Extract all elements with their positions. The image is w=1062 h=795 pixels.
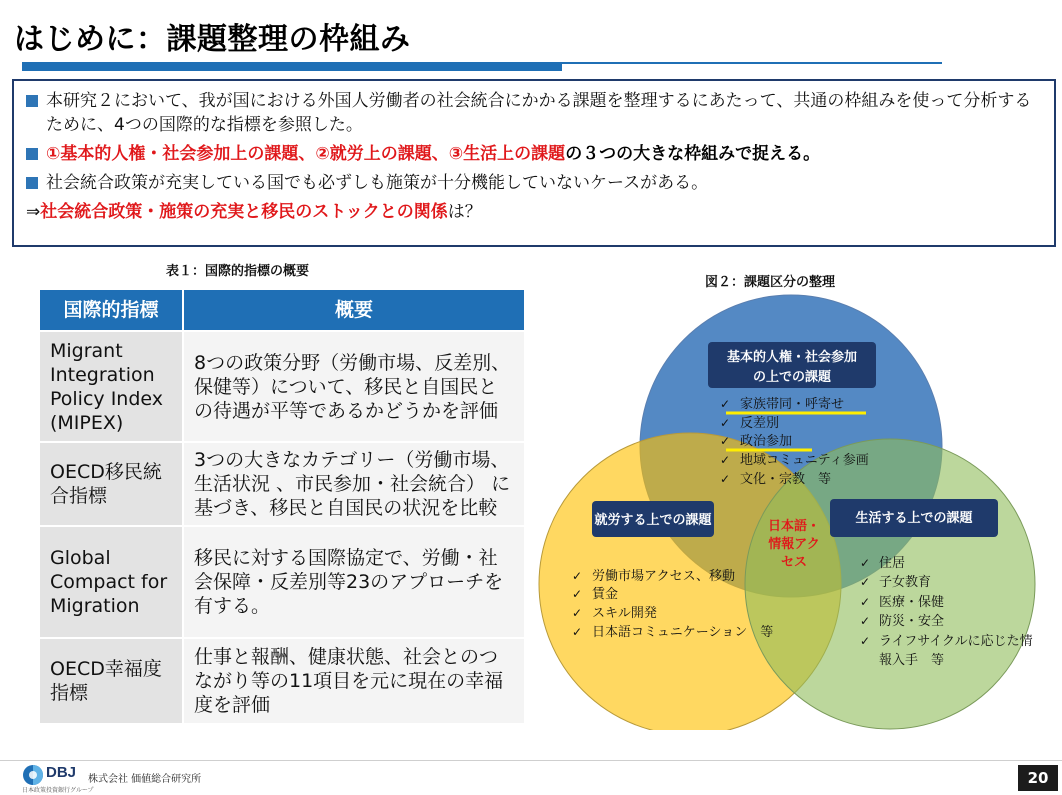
company-name: 株式会社 価値総合研究所 bbox=[88, 774, 202, 785]
table-row bbox=[39, 638, 525, 724]
indicator-desc: 3つの大きなカテゴリー（労働市場、生活状況 、市民参加・社会統合） に基づき、移民と自国民の状況を比較 bbox=[183, 442, 525, 526]
table-header-indicator: 国際的指標 bbox=[39, 289, 183, 331]
work-item: 日本語コミュニケーション 等 bbox=[592, 625, 774, 640]
title-underline-bar bbox=[22, 62, 562, 71]
rights-item: 家族帯同・呼寄せ bbox=[740, 397, 845, 412]
check-icon: ✓ bbox=[860, 595, 871, 609]
table-header-row bbox=[39, 289, 525, 331]
summary-conclusion: ⇒社会統合政策・施策の充実と移民のストックとの関係は？ bbox=[26, 202, 482, 222]
work-item: 賃金 bbox=[592, 587, 619, 602]
check-icon: ✓ bbox=[572, 606, 583, 620]
check-icon: ✓ bbox=[860, 556, 871, 570]
table-row bbox=[39, 526, 525, 638]
check-icon: ✓ bbox=[720, 416, 731, 430]
work-item: 労働市場アクセス、移動 bbox=[592, 569, 736, 584]
check-icon: ✓ bbox=[572, 587, 583, 601]
check-icon: ✓ bbox=[860, 634, 871, 648]
title-underline-thin bbox=[562, 62, 942, 64]
summary-bullet-1: 本研究２において、我が国における外国人労働者の社会統合にかかる課題を整理するにあたって、共通の枠組みを使って分析するために、4つの国際的な指標を参照した。 bbox=[26, 89, 1042, 137]
center-label: 情報アク bbox=[768, 537, 820, 552]
life-item: ライフサイクルに応じた情 bbox=[879, 634, 1033, 649]
bullet-square-icon bbox=[26, 95, 38, 107]
table-header-summary: 概要 bbox=[183, 289, 525, 331]
indicator-name: Migrant Integration Policy Index (MIPEX) bbox=[39, 331, 183, 442]
bullet-square-icon bbox=[26, 148, 38, 160]
page-number: 20 bbox=[1018, 765, 1058, 791]
indicator-desc: 移民に対する国際協定で、労働・社会保障・反差別等23のアプローチを有する。 bbox=[183, 526, 525, 638]
logo-subtitle: 日本政策投資銀行グループ bbox=[22, 787, 94, 794]
label-work: 就労する上での課題 bbox=[594, 513, 712, 528]
check-icon: ✓ bbox=[720, 472, 731, 486]
table-row bbox=[39, 331, 525, 442]
life-item: 医療・保健 bbox=[879, 595, 945, 610]
label-life: 生活する上での課題 bbox=[855, 511, 973, 526]
table-row bbox=[39, 442, 525, 526]
life-item: 子女教育 bbox=[879, 575, 932, 590]
dbj-logo-icon bbox=[22, 764, 44, 786]
check-icon: ✓ bbox=[860, 575, 871, 589]
footer-divider bbox=[0, 760, 1062, 761]
indicator-desc: 8つの政策分野（労働市場、反差別、保健等）について、移民と自国民との待遇が平等であるかどうかを評価 bbox=[183, 331, 525, 442]
label-rights-line1: 基本的人権・社会参加 bbox=[726, 350, 858, 365]
center-label: 日本語・ bbox=[767, 519, 821, 534]
rights-item: 文化・宗教 等 bbox=[740, 472, 832, 487]
rights-item: 地域コミュニティ参画 bbox=[740, 453, 869, 468]
summary-box bbox=[12, 79, 1056, 247]
figure-caption: 図２：課題区分の整理 bbox=[705, 275, 836, 290]
logo-text: DBJ bbox=[46, 764, 77, 781]
rights-item: 政治参加 bbox=[740, 434, 793, 449]
indicator-name: OECD幸福度指標 bbox=[39, 638, 183, 724]
check-icon: ✓ bbox=[720, 397, 731, 411]
indicator-desc: 仕事と報酬、健康状態、社会とのつながり等の11項目を元に現在の幸福度を評価 bbox=[183, 638, 525, 724]
summary-bullet-3: 社会統合政策が充実している国でも必ずしも施策が十分機能していないケースがある。 bbox=[26, 171, 1042, 195]
indicator-name: Global Compact for Migration bbox=[39, 526, 183, 638]
check-icon: ✓ bbox=[720, 453, 731, 467]
check-icon: ✓ bbox=[572, 625, 583, 639]
life-item: 報入手 等 bbox=[879, 653, 945, 668]
check-icon: ✓ bbox=[720, 434, 731, 448]
indicators-table bbox=[38, 288, 526, 725]
bullet-square-icon bbox=[26, 177, 38, 189]
table-caption: 表１：国際的指標の概要 bbox=[166, 264, 310, 279]
label-rights-line2: の上での課題 bbox=[752, 370, 832, 385]
summary-bullet-2: ①基本的人権・社会参加上の課題、②就労上の課題、③生活上の課題の３つの大きな枠組みで捉える。 bbox=[26, 142, 1042, 166]
indicator-name: OECD移民統合指標 bbox=[39, 442, 183, 526]
life-item: 防災・安全 bbox=[879, 614, 945, 629]
center-label: セス bbox=[780, 555, 808, 570]
venn-diagram bbox=[530, 290, 1062, 730]
check-icon: ✓ bbox=[860, 614, 871, 628]
rights-item: 反差別 bbox=[740, 416, 780, 431]
work-item: スキル開発 bbox=[592, 606, 657, 621]
check-icon: ✓ bbox=[572, 569, 583, 583]
life-item: 住居 bbox=[879, 556, 906, 571]
page-title: はじめに：課題整理の枠組み bbox=[14, 22, 411, 57]
